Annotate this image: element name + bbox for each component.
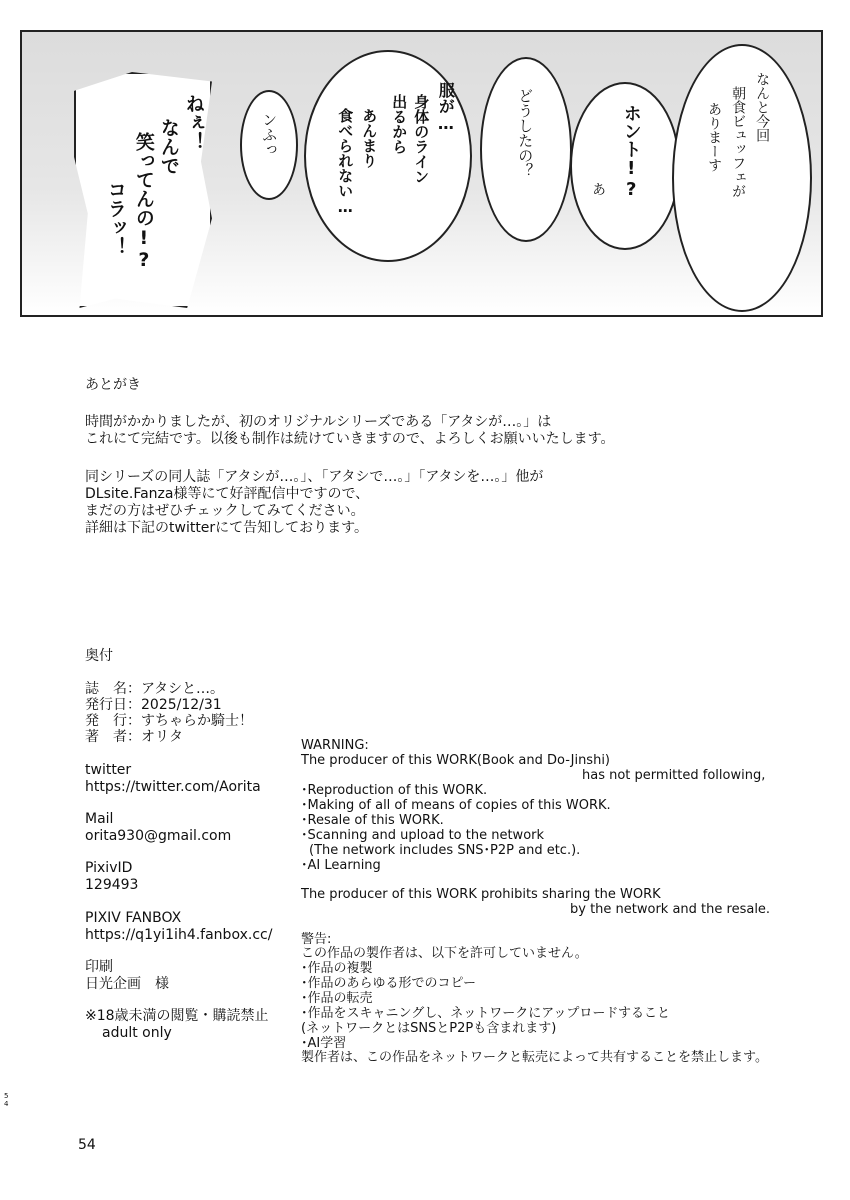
mail-value[interactable]: orita930@gmail.com: [85, 828, 232, 844]
bubble-text-a: あ: [590, 182, 607, 196]
afterword-p2-line3: まだの方はぜひチェックしてみてください。: [85, 503, 365, 519]
comic-panel: [20, 30, 823, 317]
print-label: 印刷: [85, 959, 113, 975]
bubble-text-derukara: 出るから: [390, 94, 409, 154]
fanbox-url[interactable]: https://q1yi1ih4.fanbox.cc/: [85, 927, 273, 943]
bubble-text-arimasu: ありまーす: [706, 102, 723, 172]
mail-label: Mail: [85, 811, 114, 827]
afterword-p1-line1: 時間がかかりましたが、初のオリジナルシリーズである「アタシが…。」は: [85, 414, 552, 430]
warning-ja-line2: 製作者は、この作品をネットワークと転売によって共有することを禁止します。: [301, 1050, 768, 1065]
warning-ja-item5: ･AI学習: [301, 1036, 347, 1051]
bubble-text-fuku: 服が…: [436, 82, 456, 133]
warning-en-item3: ･Resale of this WORK.: [301, 813, 444, 828]
afterword-p2-line1: 同シリーズの同人誌「アタシが…。」、「アタシで…。」「アタシを…。」他が: [85, 469, 544, 485]
afterword-heading: あとがき: [85, 377, 141, 393]
afterword-p2-line4: 詳細は下記のtwitterにて告知しております。: [85, 520, 369, 536]
colophon-title-row: 誌 名：アタシと…。: [85, 681, 225, 697]
bubble-text-choushoku: 朝食ビュッフェが: [730, 86, 747, 198]
page-number: 54: [78, 1137, 96, 1153]
bubble-text-doushita: どうしたの？: [516, 88, 535, 178]
colophon-author-row: 著 者：オリタ: [85, 729, 183, 745]
bubble-text-anmari: あんまり: [360, 108, 379, 168]
margin-digit-4: 4: [4, 1100, 9, 1108]
bubble-text-nee: ねぇ！: [182, 94, 205, 151]
warning-ja-line1: この作品の製作者は、以下を許可していません。: [301, 946, 588, 961]
warning-en-line3: The producer of this WORK prohibits sharing the WORK: [301, 887, 661, 902]
bubble-text-kora: コラッ！: [104, 180, 127, 256]
bubble-text-nande: なんで: [157, 118, 180, 175]
bubble-text-honto: ホント!?: [620, 104, 642, 200]
warning-en-title: WARNING:: [301, 738, 369, 753]
pixiv-value: 129493: [85, 877, 139, 893]
warning-ja-item4b: (ネットワークとはSNSとP2Pも含まれます): [301, 1021, 557, 1036]
warning-ja-item3: ･作品の転売: [301, 991, 373, 1006]
warning-en-item4b: (The network includes SNS･P2P and etc.).: [309, 843, 581, 858]
warning-ja-item4: ･作品をスキャニングし、ネットワークにアップロードすること: [301, 1006, 670, 1021]
warning-en-line4: by the network and the resale.: [570, 902, 771, 917]
twitter-label: twitter: [85, 762, 132, 778]
twitter-url[interactable]: https://twitter.com/Aorita: [85, 779, 261, 795]
colophon-publisher-row: 発 行：すちゃらか騎士！: [85, 713, 253, 729]
adult-only: adult only: [102, 1025, 172, 1041]
warning-ja-title: 警告:: [301, 932, 332, 947]
warning-en-item5: ･AI Learning: [301, 858, 381, 873]
warning-en-line1: The producer of this WORK(Book and Do-Jinshi): [301, 753, 610, 768]
bubble-text-waratte: 笑ってんの!?: [132, 132, 155, 271]
bubble-text-nanto: なんと今回: [754, 72, 771, 142]
bubble-text-taberarenai: 食べられない…: [336, 108, 355, 216]
age-notice: ※18歳未満の閲覧・購読禁止: [85, 1008, 269, 1024]
warning-en-line2: has not permitted following,: [582, 768, 766, 783]
bubble-text-nfu: ンふっ: [260, 112, 279, 157]
fanbox-label: PIXIV FANBOX: [85, 910, 182, 926]
colophon-heading: 奥付: [85, 648, 113, 664]
colophon-date-row: 発行日：2025/12/31: [85, 697, 222, 713]
warning-en-item2: ･Making of all of means of copies of this WORK.: [301, 798, 611, 813]
warning-ja-item1: ･作品の複製: [301, 961, 373, 976]
warning-en-item4: ･Scanning and upload to the network: [301, 828, 545, 843]
print-value: 日光企画 様: [85, 976, 169, 992]
afterword-p1-line2: これにて完結です。以後も制作は続けていきますので、よろしくお願いいたします。: [85, 431, 615, 447]
margin-digit-5: 5: [4, 1092, 9, 1100]
bubble-text-shintai: 身体のライン: [412, 94, 431, 184]
warning-en-item1: ･Reproduction of this WORK.: [301, 783, 488, 798]
pixiv-label: PixivID: [85, 860, 133, 876]
afterword-p2-line2: DLsite.Fanza様等にて好評配信中ですので、: [85, 486, 370, 502]
warning-ja-item2: ･作品のあらゆる形でのコピー: [301, 976, 476, 991]
